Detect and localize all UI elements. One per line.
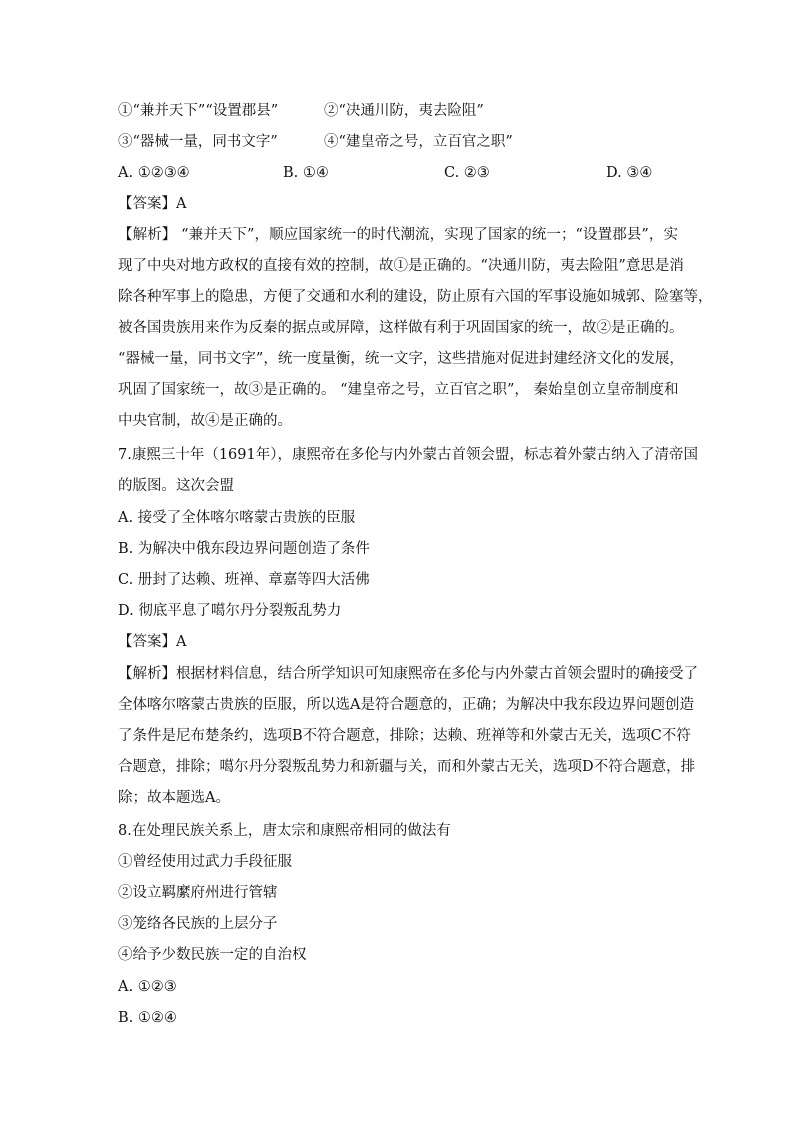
q6-analysis-line: 【解析】 “兼并天下”，顺应国家统一的时代潮流，实现了国家的统一；“设置郡县”，实 xyxy=(118,227,678,243)
q6-statement-2: ②“决通川防，夷去险阻” xyxy=(324,103,484,119)
q6-option-a: A. ①②③④ xyxy=(118,165,190,181)
q7-stem-line: 的版图。这次会盟 xyxy=(118,478,234,494)
q7-option-a: A. 接受了全体喀尔喀蒙古贵族的臣服 xyxy=(118,510,356,526)
q6-answer: 【答案】A xyxy=(118,196,187,212)
q8-option-b: B. ①②④ xyxy=(118,1010,177,1026)
q6-analysis-line: 巩固了国家统一，故③是正确的。 “建皇帝之号，立百官之职”， 秦始皇创立皇帝制度和 xyxy=(118,382,679,398)
q6-option-d: D. ③④ xyxy=(606,165,653,181)
q7-analysis-line: 全体喀尔喀蒙古贵族的臣服，所以选A是符合题意的，正确；为解决中我东段边界问题创造 xyxy=(118,697,694,713)
q6-option-c: C. ②③ xyxy=(444,165,490,181)
q7-answer: 【答案】A xyxy=(118,634,187,650)
q6-analysis-line: 除各种军事上的隐患，方便了交通和水利的建设，防止原有六国的军事设施如城郭、险塞等， xyxy=(118,289,713,305)
q6-analysis-line: 现了中央对地方政权的直接有效的控制，故①是正确的。“决通川防，夷去险阻”意思是消 xyxy=(118,258,684,274)
q6-option-b: B. ①④ xyxy=(283,165,329,181)
q8-statement-3: ③笼络各民族的上层分子 xyxy=(118,916,278,932)
q6-analysis-line: “器械一量，同书文字”，统一度量衡，统一文字，这些措施对促进封建经济文化的发展， xyxy=(118,351,684,367)
q7-option-b: B. 为解决中俄东段边界问题创造了条件 xyxy=(118,541,370,557)
q6-statement-4: ④“建皇帝之号，立百官之职” xyxy=(324,134,513,150)
q8-statement-2: ②设立羁縻府州进行管辖 xyxy=(118,885,278,901)
q7-analysis-line: 【解析】根据材料信息，结合所学知识可知康熙帝在多伦与内外蒙古首领会盟时的确接受了 xyxy=(118,666,698,682)
q7-analysis-line: 了条件是尼布楚条约，选项B不符合题意，排除；达赖、班禅等和外蒙古无关，选项C不符 xyxy=(118,728,691,744)
q6-statement-3: ③“器械一量，同书文字” xyxy=(118,134,278,150)
q8-stem: 8.在处理民族关系上，唐太宗和康熙帝相同的做法有 xyxy=(118,823,451,839)
q7-analysis-line: 合题意，排除；噶尔丹分裂叛乱势力和新疆与关，而和外蒙古无关，选项D不符合题意，排 xyxy=(118,759,696,775)
q7-stem-line: 7.康熙三十年（1691年），康熙帝在多伦与内外蒙古首领会盟，标志着外蒙古纳入了清帝国 xyxy=(118,447,698,463)
q8-option-a: A. ①②③ xyxy=(118,979,177,995)
q7-analysis-line: 除；故本题选A。 xyxy=(118,790,230,806)
q7-option-c: C. 册封了达赖、班禅、章嘉等四大活佛 xyxy=(118,572,370,588)
q6-analysis-line: 被各国贵族用来作为反秦的据点或屏障，这样做有利于巩固国家的统一，故②是正确的。 xyxy=(118,320,684,336)
q8-statement-1: ①曾经使用过武力手段征服 xyxy=(118,854,292,870)
q6-analysis-line: 中央官制，故④是正确的。 xyxy=(118,413,292,429)
q6-statement-1-2: ①“兼并天下”“设置郡县” xyxy=(118,103,279,119)
q7-option-d: D. 彻底平息了噶尔丹分裂叛乱势力 xyxy=(118,603,342,619)
q8-statement-4: ④给予少数民族一定的自治权 xyxy=(118,947,307,963)
